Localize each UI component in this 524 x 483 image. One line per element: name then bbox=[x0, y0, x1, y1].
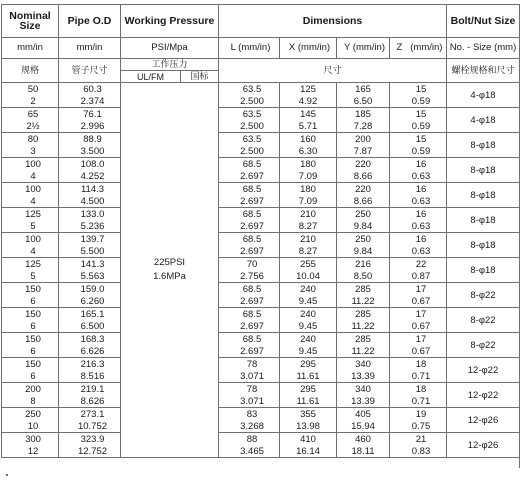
table-row bbox=[2, 258, 520, 271]
unit-nominal: mm/in bbox=[2, 38, 59, 59]
dim-l-in: 2.500 bbox=[219, 145, 280, 158]
dim-x-in: 5.71 bbox=[280, 120, 337, 133]
dim-l-mm: 63.5 bbox=[219, 108, 280, 121]
nominal-size-mm: 150 bbox=[2, 308, 59, 321]
nominal-size-mm: 100 bbox=[2, 158, 59, 171]
cn-dimensions: 尺寸 bbox=[219, 59, 447, 83]
dim-z-mm: 18 bbox=[390, 383, 447, 396]
nominal-size-in: 5 bbox=[2, 220, 59, 233]
dim-y-in: 11.22 bbox=[337, 345, 390, 358]
dim-z-mm: 17 bbox=[390, 283, 447, 296]
nominal-size-mm: 125 bbox=[2, 208, 59, 221]
table-row-sub bbox=[2, 270, 520, 283]
units-row bbox=[2, 38, 520, 59]
dim-l-mm: 83 bbox=[219, 408, 280, 421]
dim-y-mm: 285 bbox=[337, 283, 390, 296]
dim-l-mm: 68.5 bbox=[219, 208, 280, 221]
dim-l-in: 3.071 bbox=[219, 370, 280, 383]
dim-y-mm: 220 bbox=[337, 158, 390, 171]
dim-x-mm: 240 bbox=[280, 308, 337, 321]
nominal-size-mm: 200 bbox=[2, 383, 59, 396]
dim-y-in: 15.94 bbox=[337, 420, 390, 433]
dim-x-mm: 180 bbox=[280, 158, 337, 171]
dim-y-mm: 340 bbox=[337, 358, 390, 371]
dim-x-mm: 145 bbox=[280, 108, 337, 121]
header-nominal-size: Nominal Size bbox=[2, 5, 59, 38]
dim-x-in: 8.27 bbox=[280, 220, 337, 233]
dim-l-mm: 63.5 bbox=[219, 83, 280, 96]
dim-x-in: 8.27 bbox=[280, 245, 337, 258]
dim-l-mm: 63.5 bbox=[219, 133, 280, 146]
dim-z-in: 0.67 bbox=[390, 345, 447, 358]
nominal-size-in: 2 bbox=[2, 95, 59, 108]
table-row bbox=[2, 408, 520, 421]
dim-z-in: 0.63 bbox=[390, 245, 447, 258]
table-row-sub bbox=[2, 145, 520, 158]
unit-z-letter: Z bbox=[396, 42, 403, 53]
dim-x-mm: 410 bbox=[280, 433, 337, 446]
table-row bbox=[2, 358, 520, 371]
dim-x-mm: 125 bbox=[280, 83, 337, 96]
nominal-size-in: 4 bbox=[2, 245, 59, 258]
pipe-od-mm: 165.1 bbox=[59, 308, 121, 321]
dim-l-in: 2.697 bbox=[219, 170, 280, 183]
nominal-size-in: 4 bbox=[2, 195, 59, 208]
pipe-od-in: 8.626 bbox=[59, 395, 121, 408]
pipe-od-in: 4.500 bbox=[59, 195, 121, 208]
dim-y-mm: 405 bbox=[337, 408, 390, 421]
unit-y: Y (mm/in) bbox=[337, 38, 390, 59]
table-row-sub bbox=[2, 120, 520, 133]
dim-x-mm: 210 bbox=[280, 233, 337, 246]
table-row bbox=[2, 333, 520, 346]
dim-y-in: 13.39 bbox=[337, 370, 390, 383]
table-right-frame bbox=[519, 4, 523, 468]
bolt-nut-size: 12-φ26 bbox=[447, 433, 520, 458]
dim-l-in: 3.268 bbox=[219, 420, 280, 433]
nominal-size-in: 6 bbox=[2, 295, 59, 308]
dim-x-mm: 210 bbox=[280, 208, 337, 221]
dim-y-in: 7.28 bbox=[337, 120, 390, 133]
dim-y-in: 9.84 bbox=[337, 245, 390, 258]
table-row bbox=[2, 83, 520, 96]
coupling-spec-table bbox=[1, 4, 520, 458]
dim-y-in: 11.22 bbox=[337, 320, 390, 333]
table-row-sub bbox=[2, 245, 520, 258]
bolt-nut-size: 8-φ22 bbox=[447, 333, 520, 358]
spec-table-container bbox=[1, 4, 520, 458]
nominal-size-mm: 250 bbox=[2, 408, 59, 421]
pipe-od-in: 6.500 bbox=[59, 320, 121, 333]
dim-l-mm: 68.5 bbox=[219, 283, 280, 296]
dim-l-in: 2.697 bbox=[219, 295, 280, 308]
dim-x-in: 7.09 bbox=[280, 195, 337, 208]
nominal-size-mm: 300 bbox=[2, 433, 59, 446]
table-row bbox=[2, 133, 520, 146]
dim-l-in: 2.697 bbox=[219, 195, 280, 208]
table-row bbox=[2, 208, 520, 221]
dim-x-in: 10.04 bbox=[280, 270, 337, 283]
bolt-nut-size: 12-φ22 bbox=[447, 383, 520, 408]
nominal-size-mm: 150 bbox=[2, 333, 59, 346]
table-row-sub bbox=[2, 170, 520, 183]
table-row bbox=[2, 233, 520, 246]
nominal-size-in: 6 bbox=[2, 320, 59, 333]
nominal-size-in: 6 bbox=[2, 370, 59, 383]
dim-z-in: 0.59 bbox=[390, 145, 447, 158]
nominal-size-mm: 150 bbox=[2, 358, 59, 371]
bolt-nut-size: 8-φ18 bbox=[447, 233, 520, 258]
dim-x-mm: 180 bbox=[280, 183, 337, 196]
bolt-nut-size: 4-φ18 bbox=[447, 108, 520, 133]
cn-bolt: 螺栓规格和尺寸 bbox=[447, 59, 520, 83]
dim-z-mm: 19 bbox=[390, 408, 447, 421]
dim-l-in: 2.756 bbox=[219, 270, 280, 283]
dim-y-mm: 285 bbox=[337, 333, 390, 346]
pipe-od-in: 2.374 bbox=[59, 95, 121, 108]
bolt-nut-size: 12-φ26 bbox=[447, 408, 520, 433]
table-row-sub bbox=[2, 345, 520, 358]
dim-x-in: 13.98 bbox=[280, 420, 337, 433]
table-row-sub bbox=[2, 320, 520, 333]
dim-l-mm: 68.5 bbox=[219, 233, 280, 246]
dim-l-mm: 70 bbox=[219, 258, 280, 271]
dim-x-mm: 255 bbox=[280, 258, 337, 271]
nominal-size-in: 3 bbox=[2, 145, 59, 158]
dim-y-in: 8.66 bbox=[337, 195, 390, 208]
dim-z-in: 0.67 bbox=[390, 295, 447, 308]
pipe-od-in: 5.500 bbox=[59, 245, 121, 258]
pipe-od-mm: 139.7 bbox=[59, 233, 121, 246]
pipe-od-mm: 168.3 bbox=[59, 333, 121, 346]
dim-y-mm: 285 bbox=[337, 308, 390, 321]
bolt-nut-size: 4-φ18 bbox=[447, 83, 520, 108]
dim-x-in: 11.61 bbox=[280, 370, 337, 383]
dim-l-in: 2.500 bbox=[219, 95, 280, 108]
header-pipe-od: Pipe O.D bbox=[59, 5, 121, 38]
pipe-od-mm: 159.0 bbox=[59, 283, 121, 296]
header-dimensions: Dimensions bbox=[219, 5, 447, 38]
dim-y-in: 11.22 bbox=[337, 295, 390, 308]
pipe-od-mm: 133.0 bbox=[59, 208, 121, 221]
dim-y-in: 9.84 bbox=[337, 220, 390, 233]
working-pressure-value bbox=[121, 83, 219, 458]
table-row bbox=[2, 108, 520, 121]
dim-z-mm: 18 bbox=[390, 358, 447, 371]
dim-l-in: 2.500 bbox=[219, 120, 280, 133]
dim-z-in: 0.63 bbox=[390, 195, 447, 208]
table-row bbox=[2, 308, 520, 321]
dim-z-mm: 15 bbox=[390, 108, 447, 121]
cn-nominal: 规格 bbox=[2, 59, 59, 83]
dim-z-in: 0.83 bbox=[390, 445, 447, 458]
bolt-nut-size: 8-φ18 bbox=[447, 183, 520, 208]
nominal-size-in: 6 bbox=[2, 345, 59, 358]
dim-l-mm: 68.5 bbox=[219, 308, 280, 321]
pipe-od-mm: 323.9 bbox=[59, 433, 121, 446]
unit-bolt: No. - Size (mm) bbox=[447, 38, 520, 59]
dim-l-in: 2.697 bbox=[219, 220, 280, 233]
pipe-od-in: 12.752 bbox=[59, 445, 121, 458]
nominal-size-in: 10 bbox=[2, 420, 59, 433]
pipe-od-in: 10.752 bbox=[59, 420, 121, 433]
dim-z-mm: 17 bbox=[390, 333, 447, 346]
pipe-od-mm: 60.3 bbox=[59, 83, 121, 96]
cn-pressure: 工作压力 bbox=[121, 59, 219, 71]
dim-x-mm: 240 bbox=[280, 333, 337, 346]
pipe-od-mm: 216.3 bbox=[59, 358, 121, 371]
dim-l-in: 2.697 bbox=[219, 245, 280, 258]
pipe-od-in: 6.260 bbox=[59, 295, 121, 308]
pipe-od-in: 5.236 bbox=[59, 220, 121, 233]
dim-x-in: 7.09 bbox=[280, 170, 337, 183]
dim-x-mm: 355 bbox=[280, 408, 337, 421]
dim-z-in: 0.63 bbox=[390, 170, 447, 183]
dim-z-mm: 16 bbox=[390, 183, 447, 196]
dim-y-mm: 165 bbox=[337, 83, 390, 96]
dim-y-mm: 250 bbox=[337, 208, 390, 221]
dim-y-mm: 200 bbox=[337, 133, 390, 146]
national-standard-label: 国标 bbox=[181, 71, 219, 83]
dim-x-in: 9.45 bbox=[280, 320, 337, 333]
header-row bbox=[2, 5, 520, 38]
bolt-nut-size: 12-φ22 bbox=[447, 358, 520, 383]
pipe-od-mm: 273.1 bbox=[59, 408, 121, 421]
ulfm-label: UL/FM bbox=[121, 71, 181, 83]
working-pressure-mpa: 1.6MPa bbox=[153, 271, 186, 282]
dim-z-in: 0.87 bbox=[390, 270, 447, 283]
pipe-od-in: 3.500 bbox=[59, 145, 121, 158]
dim-y-mm: 185 bbox=[337, 108, 390, 121]
table-row bbox=[2, 433, 520, 446]
nominal-size-in: 12 bbox=[2, 445, 59, 458]
dim-l-mm: 78 bbox=[219, 383, 280, 396]
dim-x-in: 6.30 bbox=[280, 145, 337, 158]
nominal-size-mm: 100 bbox=[2, 183, 59, 196]
nominal-size-mm: 125 bbox=[2, 258, 59, 271]
dim-y-in: 13.39 bbox=[337, 395, 390, 408]
unit-z-suffix: (mm/in) bbox=[410, 42, 443, 53]
dim-y-in: 6.50 bbox=[337, 95, 390, 108]
dim-y-in: 7.87 bbox=[337, 145, 390, 158]
dim-l-mm: 78 bbox=[219, 358, 280, 371]
dim-l-mm: 68.5 bbox=[219, 183, 280, 196]
unit-pipe: mm/in bbox=[59, 38, 121, 59]
nominal-size-mm: 100 bbox=[2, 233, 59, 246]
header-working-pressure: Working Pressure bbox=[121, 5, 219, 38]
dim-z-mm: 16 bbox=[390, 158, 447, 171]
dim-z-mm: 16 bbox=[390, 233, 447, 246]
page-dot bbox=[6, 474, 8, 476]
table-row bbox=[2, 158, 520, 171]
nominal-size-mm: 80 bbox=[2, 133, 59, 146]
dim-y-in: 8.66 bbox=[337, 170, 390, 183]
dim-y-in: 8.50 bbox=[337, 270, 390, 283]
bolt-nut-size: 8-φ18 bbox=[447, 158, 520, 183]
dim-z-in: 0.67 bbox=[390, 320, 447, 333]
dim-y-mm: 220 bbox=[337, 183, 390, 196]
working-pressure-psi: 225PSI bbox=[153, 257, 186, 268]
dim-z-in: 0.71 bbox=[390, 395, 447, 408]
nominal-size-in: 8 bbox=[2, 395, 59, 408]
bolt-nut-size: 8-φ18 bbox=[447, 133, 520, 158]
dim-x-in: 9.45 bbox=[280, 295, 337, 308]
pipe-od-in: 4.252 bbox=[59, 170, 121, 183]
dim-z-mm: 15 bbox=[390, 133, 447, 146]
dim-z-in: 0.63 bbox=[390, 220, 447, 233]
table-row-sub bbox=[2, 445, 520, 458]
bolt-nut-size: 8-φ22 bbox=[447, 283, 520, 308]
dim-x-in: 4.92 bbox=[280, 95, 337, 108]
nominal-size-mm: 150 bbox=[2, 283, 59, 296]
table-row-sub bbox=[2, 195, 520, 208]
table-row bbox=[2, 283, 520, 296]
table-row-sub bbox=[2, 220, 520, 233]
pipe-od-in: 8.516 bbox=[59, 370, 121, 383]
dim-y-mm: 460 bbox=[337, 433, 390, 446]
unit-l: L (mm/in) bbox=[219, 38, 280, 59]
bolt-nut-size: 8-φ18 bbox=[447, 208, 520, 233]
nominal-size-mm: 65 bbox=[2, 108, 59, 121]
table-row-sub bbox=[2, 95, 520, 108]
pipe-od-mm: 88.9 bbox=[59, 133, 121, 146]
dim-l-mm: 68.5 bbox=[219, 158, 280, 171]
pipe-od-in: 2.996 bbox=[59, 120, 121, 133]
unit-z bbox=[390, 38, 447, 59]
dim-x-in: 16.14 bbox=[280, 445, 337, 458]
dim-l-mm: 68.5 bbox=[219, 333, 280, 346]
pipe-od-in: 5.563 bbox=[59, 270, 121, 283]
table-row bbox=[2, 183, 520, 196]
dim-z-in: 0.75 bbox=[390, 420, 447, 433]
table-row-sub bbox=[2, 395, 520, 408]
nominal-size-in: 2½ bbox=[2, 120, 59, 133]
unit-x: X (mm/in) bbox=[280, 38, 337, 59]
bolt-nut-size: 8-φ22 bbox=[447, 308, 520, 333]
dim-z-mm: 17 bbox=[390, 308, 447, 321]
pipe-od-mm: 219.1 bbox=[59, 383, 121, 396]
dim-y-mm: 216 bbox=[337, 258, 390, 271]
dim-z-in: 0.59 bbox=[390, 95, 447, 108]
pipe-od-mm: 114.3 bbox=[59, 183, 121, 196]
cn-pipe: 管子尺寸 bbox=[59, 59, 121, 83]
bolt-nut-size: 8-φ18 bbox=[447, 258, 520, 283]
nominal-size-in: 4 bbox=[2, 170, 59, 183]
table-row bbox=[2, 383, 520, 396]
dim-z-mm: 16 bbox=[390, 208, 447, 221]
dim-y-mm: 340 bbox=[337, 383, 390, 396]
dim-x-mm: 295 bbox=[280, 383, 337, 396]
dim-z-in: 0.59 bbox=[390, 120, 447, 133]
cn-header-row-1 bbox=[2, 59, 520, 71]
dim-l-in: 3.071 bbox=[219, 395, 280, 408]
dim-x-mm: 295 bbox=[280, 358, 337, 371]
pipe-od-mm: 141.3 bbox=[59, 258, 121, 271]
table-row-sub bbox=[2, 420, 520, 433]
dim-l-mm: 88 bbox=[219, 433, 280, 446]
dim-x-mm: 160 bbox=[280, 133, 337, 146]
dim-y-mm: 250 bbox=[337, 233, 390, 246]
pipe-od-mm: 108.0 bbox=[59, 158, 121, 171]
dim-x-in: 9.45 bbox=[280, 345, 337, 358]
dim-z-mm: 15 bbox=[390, 83, 447, 96]
dim-x-mm: 240 bbox=[280, 283, 337, 296]
dim-x-in: 11.61 bbox=[280, 395, 337, 408]
pipe-od-in: 6.626 bbox=[59, 345, 121, 358]
dim-z-in: 0.71 bbox=[390, 370, 447, 383]
table-row-sub bbox=[2, 295, 520, 308]
dim-z-mm: 21 bbox=[390, 433, 447, 446]
nominal-size-mm: 50 bbox=[2, 83, 59, 96]
dim-l-in: 3.465 bbox=[219, 445, 280, 458]
dim-l-in: 2.697 bbox=[219, 320, 280, 333]
unit-pressure: PSI/Mpa bbox=[121, 38, 219, 59]
nominal-size-in: 5 bbox=[2, 270, 59, 283]
dim-y-in: 18.11 bbox=[337, 445, 390, 458]
header-bolt-nut-size: Bolt/Nut Size bbox=[447, 5, 520, 38]
dim-z-mm: 22 bbox=[390, 258, 447, 271]
dim-l-in: 2.697 bbox=[219, 345, 280, 358]
table-row-sub bbox=[2, 370, 520, 383]
pipe-od-mm: 76.1 bbox=[59, 108, 121, 121]
